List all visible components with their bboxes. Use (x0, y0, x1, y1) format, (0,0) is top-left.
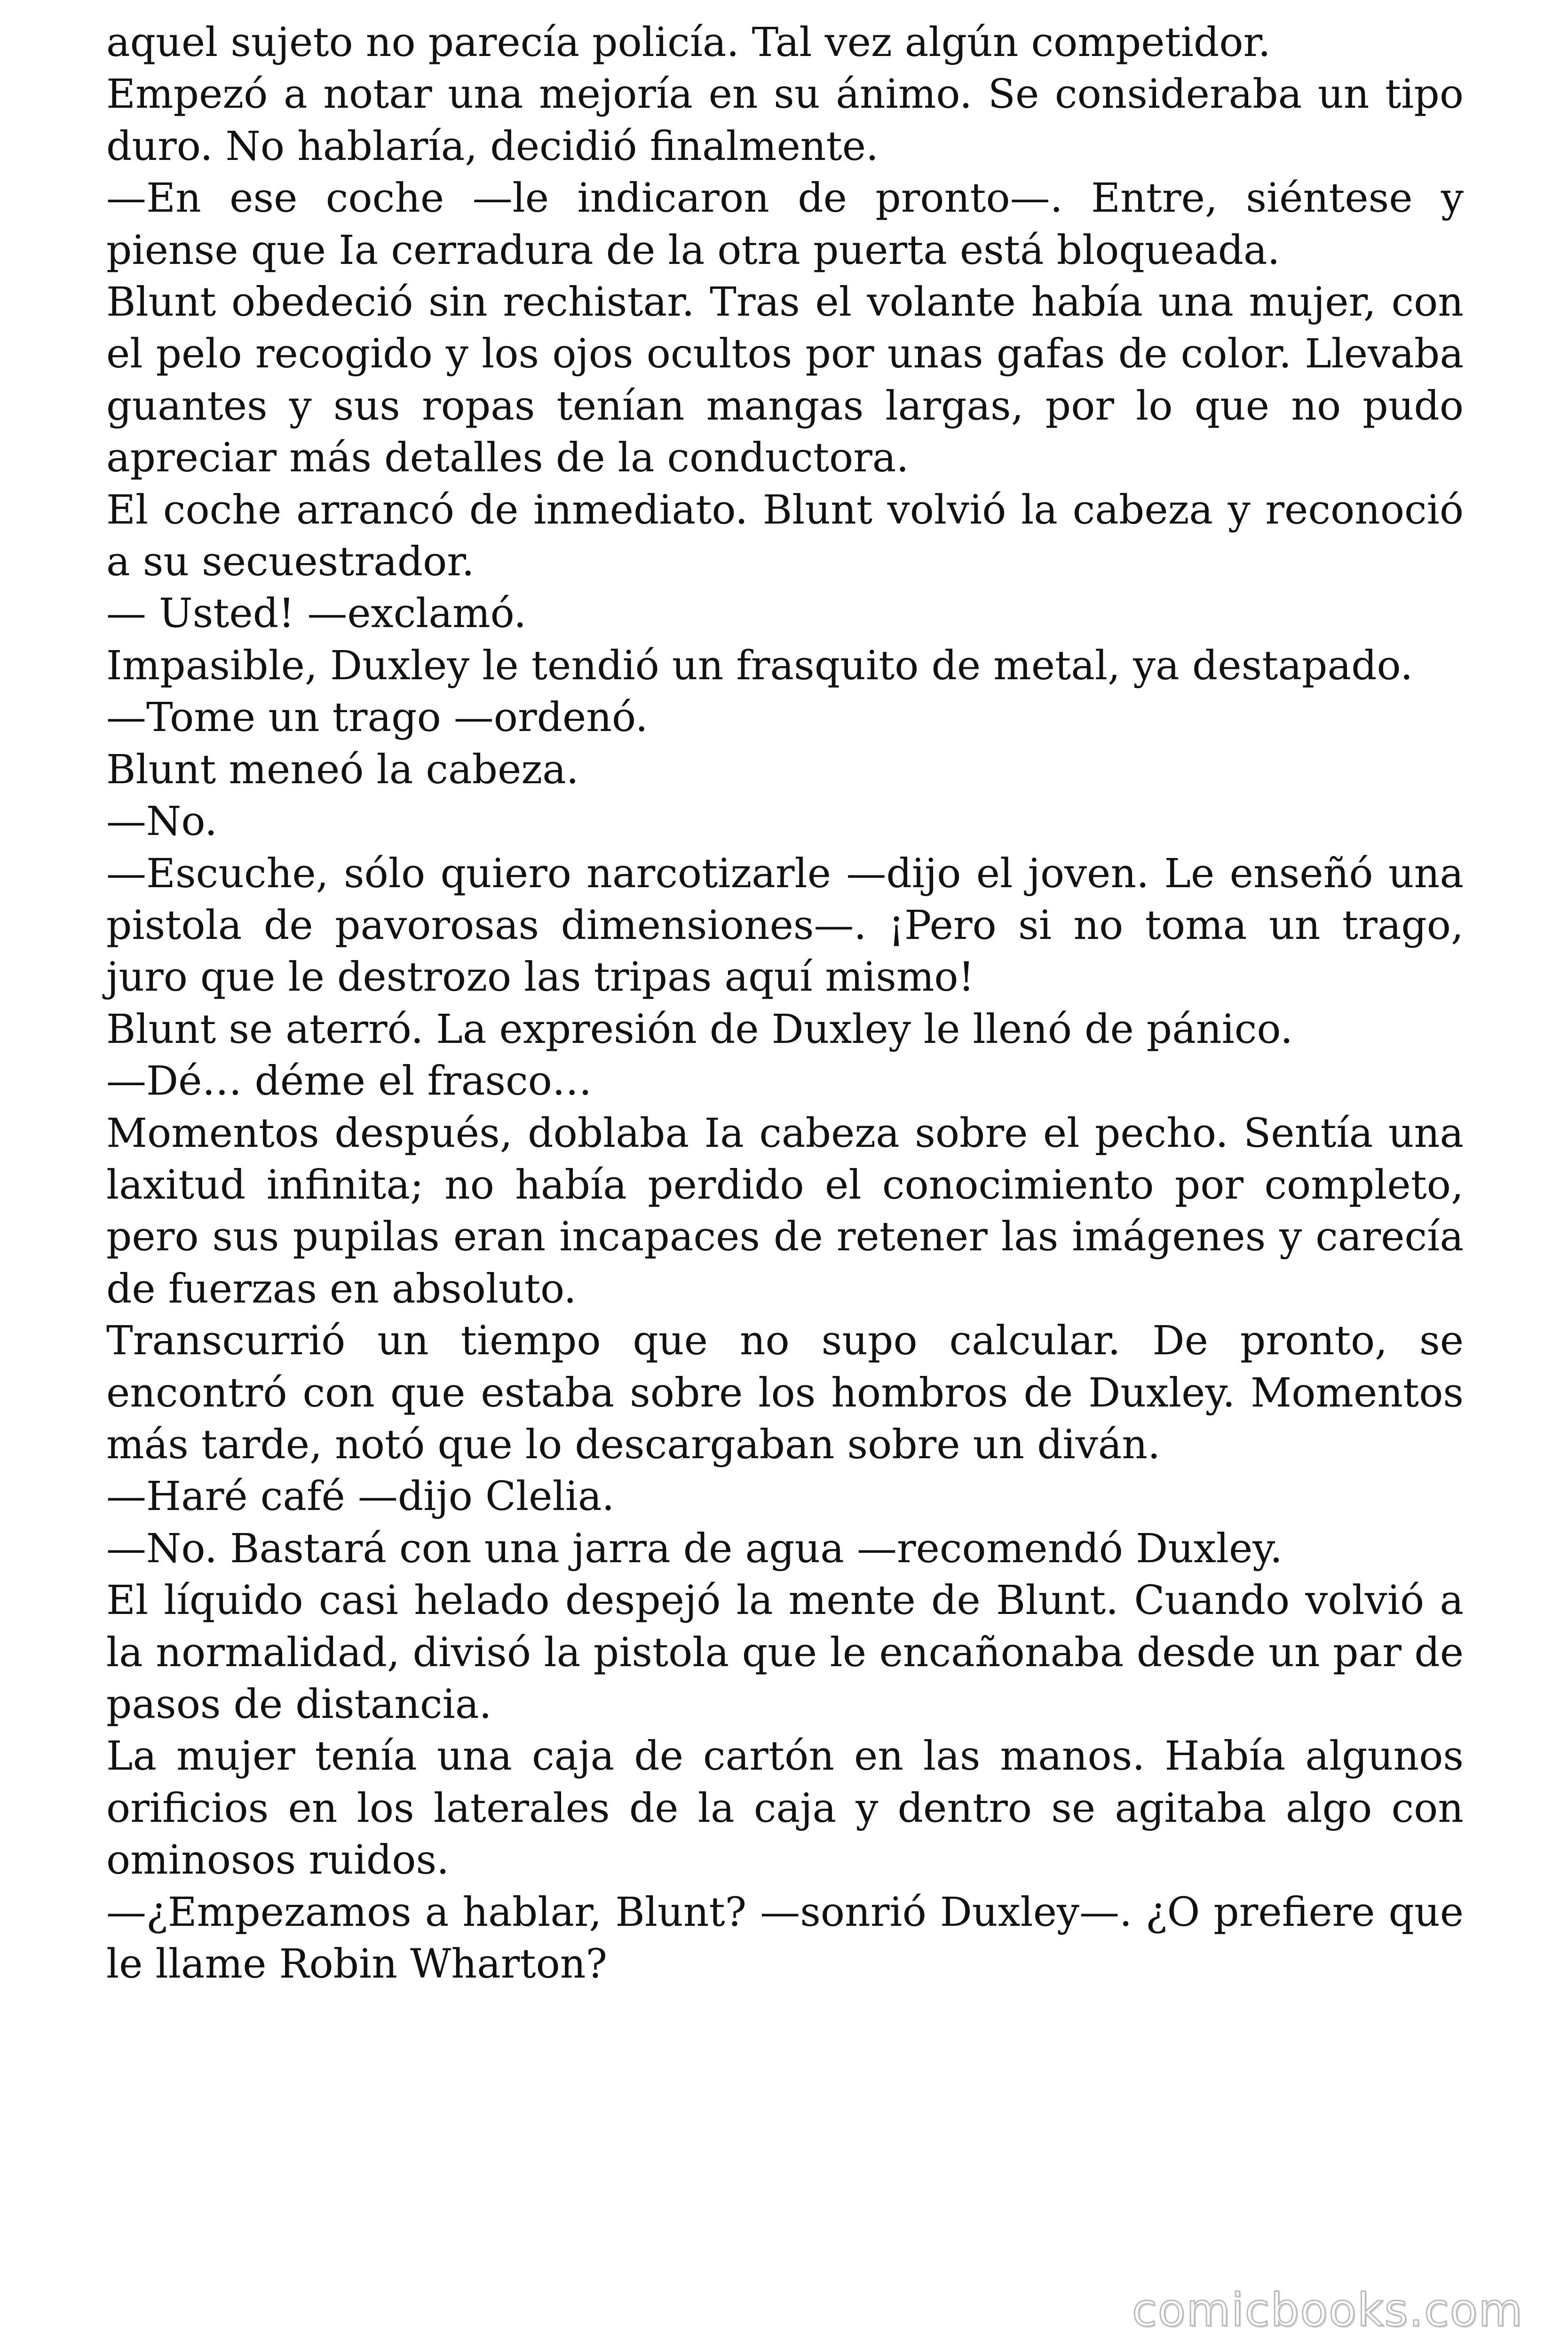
paragraph: aquel sujeto no parecía policía. Tal vez algún competidor. (106, 19, 1271, 66)
paragraph: El coche arrancó de inmediato. Blunt volvió la cabeza y reconoció a su secuestrador. (106, 486, 1464, 586)
paragraph: —Escuche, sólo quiero narcotizarle —dijo el joven. Le enseñó una pistola de pavorosas dimensiones—. ¡Pero si no toma un trago, juro que le destrozo las tripas aquí mismo! (106, 850, 1464, 1001)
paragraph: Empezó a notar una mejoría en su ánimo. Se consideraba un tipo duro. No hablaría, decidió finalmente. (106, 71, 1464, 170)
paragraph: —Tome un trago —ordenó. (106, 694, 648, 741)
body-text (106, 17, 1464, 1990)
paragraph: Blunt obedeció sin rechistar. Tras el volante había una mujer, con el pelo recogido y los ojos ocultos por unas gafas de color. Llevaba guantes y sus ropas tenían mangas largas, por lo que no pudo apreciar más detalles de la conductora. (106, 279, 1464, 482)
paragraph: El líquido casi helado despejó la mente de Blunt. Cuando volvió a la normalidad, divisó la pistola que le encañonaba desde un par de pasos de distancia. (106, 1577, 1464, 1728)
paragraph: —Haré café —dijo Clelia. (106, 1473, 615, 1520)
watermark: comicbooks.com (1132, 2284, 1523, 2336)
paragraph: Impasible, Duxley le tendió un frasquito de metal, ya destapado. (106, 642, 1413, 689)
paragraph: —En ese coche —le indicaron de pronto—. Entre, siéntese y piense que Ia cerradura de la otra puerta está bloqueada. (106, 175, 1464, 274)
paragraph: —No. Bastará con una jarra de agua —recomendó Duxley. (106, 1525, 1283, 1572)
paragraph: —¿Empezamos a hablar, Blunt? —sonrió Duxley—. ¿O prefiere que le llame Robin Wharton? (106, 1889, 1464, 1988)
paragraph: —No. (106, 798, 218, 845)
paragraph: Blunt se aterró. La expresión de Duxley le llenó de pánico. (106, 1006, 1293, 1053)
paragraph: Blunt meneó la cabeza. (106, 746, 579, 793)
paragraph: La mujer tenía una caja de cartón en las manos. Había algunos orificios en los laterales de la caja y dentro se agitaba algo con ominosos ruidos. (106, 1733, 1464, 1884)
paragraph: Transcurrió un tiempo que no supo calcular. De pronto, se encontró con que estaba sobre los hombros de Duxley. Momentos más tarde, notó que lo descargaban sobre un diván. (106, 1318, 1464, 1468)
paragraph: — Usted! —exclamó. (106, 590, 527, 637)
paragraph: Momentos después, doblaba Ia cabeza sobre el pecho. Sentía una laxitud infinita; no había perdido el conocimiento por completo, pero sus pupilas eran incapaces de retener las imágenes y carecía de fuerzas en absoluto. (106, 1110, 1464, 1312)
paragraph: —Dé… déme el frasco… (106, 1058, 592, 1105)
